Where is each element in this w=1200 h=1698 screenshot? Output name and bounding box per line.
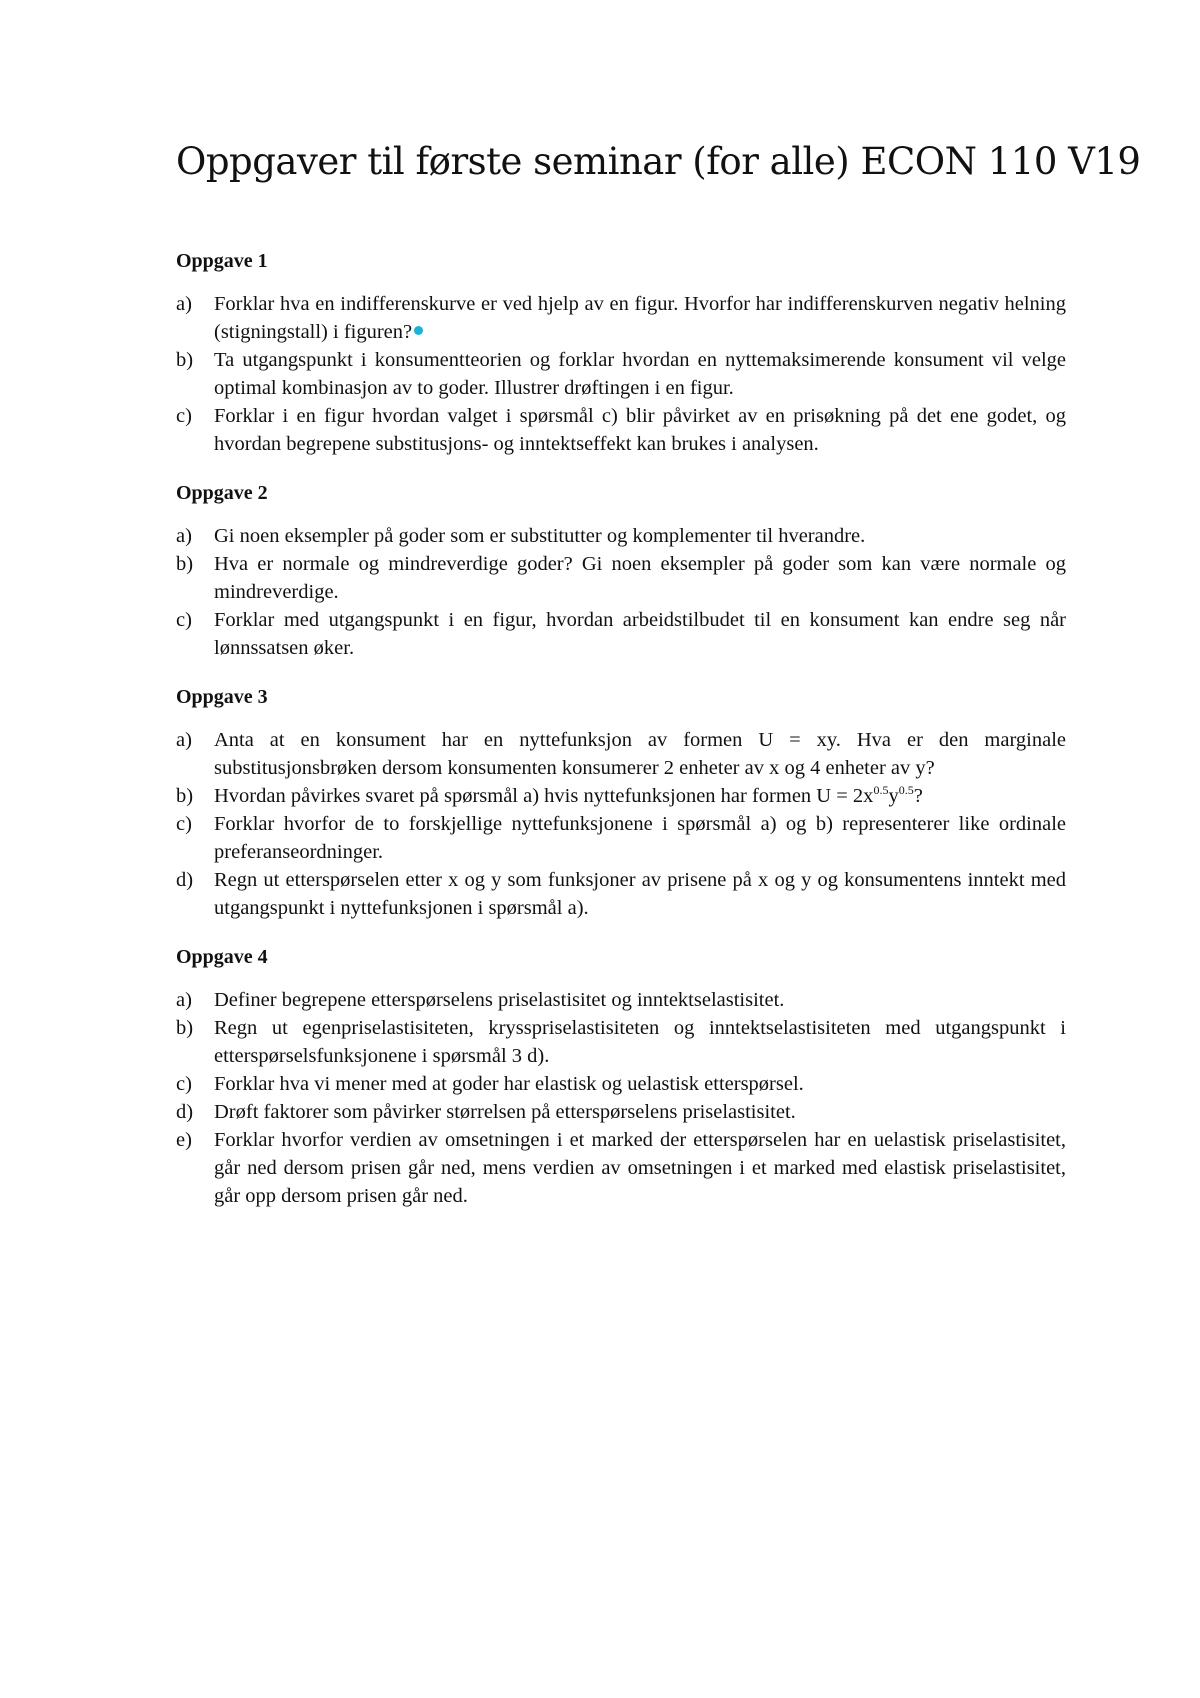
task-text: y <box>888 785 899 808</box>
task-marker: a) <box>176 729 192 752</box>
task-marker: c) <box>176 609 192 632</box>
task-item <box>176 1014 1066 1070</box>
page-title: Oppgaver til første seminar (for alle) ECON 110 V19 <box>176 140 1141 183</box>
task-item <box>176 782 1066 810</box>
task-text: Forklar hva vi mener med at goder har elastisk og uelastisk etterspørsel. <box>214 1073 804 1096</box>
exponent: 0.5 <box>898 783 914 798</box>
section-heading: Oppgave 1 <box>176 250 268 273</box>
section-heading: Oppgave 2 <box>176 482 268 505</box>
task-marker: d) <box>176 869 194 892</box>
task-item <box>176 726 1066 782</box>
task-item <box>176 550 1066 606</box>
task-item <box>176 986 1066 1014</box>
task-marker: c) <box>176 405 192 428</box>
task-list <box>176 726 1066 922</box>
task-marker: c) <box>176 1073 192 1096</box>
task-marker: e) <box>176 1129 192 1152</box>
task-item <box>176 522 1066 550</box>
task-text: ? <box>913 785 923 808</box>
section-heading: Oppgave 4 <box>176 946 268 969</box>
task-text: Regn ut etterspørselen etter x og y som funksjoner av prisene på x og y og konsumentens inntekt med utgangspunkt i nyttefunksjonen i spørsmål a). <box>214 869 1066 920</box>
document-page <box>176 140 1141 1232</box>
task-list <box>176 986 1066 1210</box>
task-text: Regn ut egenpriselastisiteten, krysspriselastisiteten og inntektselastisiteten med utgangspunkt i etterspørselsfunksjonene i spørsmål 3 d). <box>214 1017 1066 1068</box>
task-item <box>176 1070 1066 1098</box>
task-text: Anta at en konsument har en nyttefunksjon av formen U = xy. Hva er den marginale substitusjonsbrøken dersom konsumenten konsumerer 2 enheter av x og 4 enheter av y? <box>214 729 1066 780</box>
task-marker: a) <box>176 989 192 1012</box>
task-text: Hva er normale og mindreverdige goder? Gi noen eksempler på goder som kan være normale og mindreverdige. <box>214 553 1066 604</box>
task-item <box>176 290 1066 346</box>
task-text: Forklar hva en indifferenskurve er ved hjelp av en figur. Hvorfor har indifferenskurven negativ helning (stigningstall) i figuren? <box>214 293 1066 344</box>
exponent: 0.5 <box>873 783 889 798</box>
task-text: Drøft faktorer som påvirker størrelsen på etterspørselens priselastisitet. <box>214 1101 796 1124</box>
task-marker: c) <box>176 813 192 836</box>
section-oppgave-4 <box>176 944 1066 1210</box>
task-list <box>176 290 1066 458</box>
task-text: Ta utgangspunkt i konsumentteorien og forklar hvordan en nyttemaksimerende konsument vil velge optimal kombinasjon av to goder. Illustrer drøftingen i en figur. <box>214 349 1066 400</box>
task-item <box>176 866 1066 922</box>
task-text: Forklar hvorfor de to forskjellige nyttefunksjonene i spørsmål a) og b) representerer like ordinale preferanseordninger. <box>214 813 1066 864</box>
task-marker: b) <box>176 349 194 372</box>
task-marker: a) <box>176 525 192 548</box>
task-list <box>176 522 1066 662</box>
task-text: Forklar hvorfor verdien av omsetningen i et marked der etterspørselen har en uelastisk priselastisitet, går ned dersom prisen går ned, mens verdien av omsetningen i et marked med elastisk priselastisitet, går opp dersom prisen går ned. <box>214 1129 1066 1208</box>
section-oppgave-1 <box>176 248 1066 458</box>
task-item <box>176 606 1066 662</box>
task-text: Hvordan påvirkes svaret på spørsmål a) hvis nyttefunksjonen har formen U = 2x <box>214 785 874 808</box>
task-item <box>176 346 1066 402</box>
task-marker: b) <box>176 1017 194 1040</box>
task-item <box>176 1126 1066 1210</box>
section-heading: Oppgave 3 <box>176 686 268 709</box>
task-marker: b) <box>176 553 194 576</box>
task-text: Definer begrepene etterspørselens priselastisitet og inntektselastisitet. <box>214 989 785 1012</box>
task-marker: d) <box>176 1101 194 1124</box>
task-text: Gi noen eksempler på goder som er substitutter og komplementer til hverandre. <box>214 525 866 548</box>
task-item <box>176 810 1066 866</box>
task-text: Forklar med utgangspunkt i en figur, hvordan arbeidstilbudet til en konsument kan endre seg når lønnssatsen øker. <box>214 609 1066 660</box>
section-oppgave-2 <box>176 480 1066 662</box>
task-marker: a) <box>176 293 192 316</box>
task-marker: b) <box>176 785 194 808</box>
task-item <box>176 402 1066 458</box>
task-text: Forklar i en figur hvordan valget i spørsmål c) blir påvirket av en prisøkning på det ene godet, og hvordan begrepene substitusjons- og inntektseffekt kan brukes i analysen. <box>214 405 1066 456</box>
task-item <box>176 1098 1066 1126</box>
section-oppgave-3 <box>176 684 1066 922</box>
cursor-dot-icon <box>414 326 423 335</box>
